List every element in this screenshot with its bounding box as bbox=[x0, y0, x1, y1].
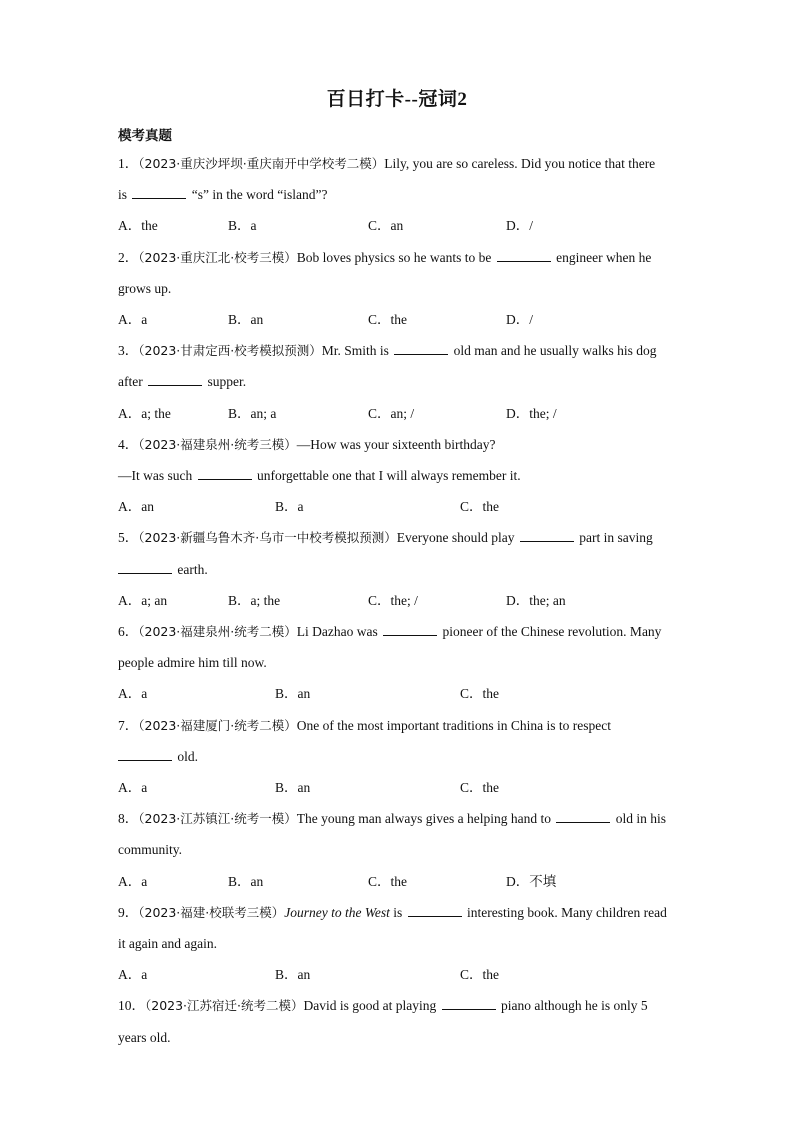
question-number: 8． bbox=[118, 811, 139, 826]
option-b: B．an bbox=[275, 780, 311, 795]
question-text: David is good at playing bbox=[303, 998, 437, 1013]
option-b: B．a bbox=[275, 499, 304, 514]
question-4-line-1 bbox=[118, 436, 495, 454]
question-text: —How was your sixteenth birthday? bbox=[296, 437, 496, 452]
answer-blank bbox=[118, 561, 172, 574]
option-d: D．/ bbox=[506, 312, 533, 327]
section-heading: 模考真题 bbox=[118, 128, 172, 143]
option-c: C．the bbox=[460, 686, 499, 701]
question-number: 10． bbox=[118, 998, 145, 1013]
option-b: B．an bbox=[228, 874, 264, 889]
question-text: is bbox=[393, 905, 403, 920]
question-text: pioneer of the Chinese revolution. Many bbox=[442, 624, 662, 639]
answer-blank bbox=[520, 529, 574, 542]
question-text: Mr. Smith is bbox=[321, 343, 389, 358]
question-text: “s” in the word “island”? bbox=[191, 187, 328, 202]
question-text: interesting book. Many children read bbox=[467, 905, 667, 920]
option-a: A．a; the bbox=[118, 406, 171, 421]
question-text: Lily, you are so careless. Did you notice that there bbox=[384, 156, 656, 171]
question-text: is bbox=[118, 187, 128, 202]
option-c: C．an; / bbox=[368, 406, 415, 421]
question-number: 3． bbox=[118, 343, 139, 358]
question-text: Everyone should play bbox=[396, 530, 515, 545]
option-c: C．the bbox=[368, 312, 407, 327]
answer-blank bbox=[497, 249, 551, 262]
question-1-line-2 bbox=[118, 186, 327, 204]
question-source: （2023·重庆江北·校考三模） bbox=[138, 250, 297, 265]
option-a: A．a bbox=[118, 967, 148, 982]
option-d: D．the; an bbox=[506, 593, 566, 608]
option-a: A．an bbox=[118, 499, 154, 514]
question-text: Bob loves physics so he wants to be bbox=[296, 250, 492, 265]
option-a: A．a bbox=[118, 874, 148, 889]
option-a: A．a bbox=[118, 686, 148, 701]
question-9-line-1 bbox=[118, 904, 667, 922]
question-2-line-2: grows up. bbox=[118, 281, 172, 296]
question-7-line-1 bbox=[118, 717, 611, 735]
option-b: B．a; the bbox=[228, 593, 281, 608]
option-b: B．an bbox=[275, 686, 311, 701]
answer-blank bbox=[132, 186, 186, 199]
option-c: C．the bbox=[460, 780, 499, 795]
question-5-line-1 bbox=[118, 529, 653, 547]
option-c: C．the bbox=[460, 499, 499, 514]
question-text: —It was such bbox=[118, 468, 193, 483]
option-c: C．the bbox=[460, 967, 499, 982]
question-8-line-2: community. bbox=[118, 842, 182, 857]
answer-blank bbox=[556, 810, 610, 823]
answer-blank bbox=[118, 748, 172, 761]
page-title: 百日打卡--冠词2 bbox=[326, 89, 468, 110]
question-5-line-2 bbox=[118, 561, 208, 579]
option-c: C．the; / bbox=[368, 593, 418, 608]
question-10-line-1 bbox=[118, 997, 648, 1015]
option-b: B．an; a bbox=[228, 406, 277, 421]
option-a: A．a bbox=[118, 312, 148, 327]
question-number: 1． bbox=[118, 156, 139, 171]
answer-blank bbox=[148, 373, 202, 386]
answer-blank bbox=[408, 904, 462, 917]
option-d: D．/ bbox=[506, 218, 533, 233]
question-number: 9． bbox=[118, 905, 139, 920]
book-title: Journey to the West bbox=[284, 905, 390, 920]
question-source: （2023·新疆乌鲁木齐·乌市一中校考模拟预测） bbox=[138, 530, 397, 545]
question-text: part in saving bbox=[579, 530, 653, 545]
question-number: 6． bbox=[118, 624, 139, 639]
question-text: Li Dazhao was bbox=[296, 624, 378, 639]
option-b: B．an bbox=[228, 312, 264, 327]
question-source: （2023·福建厦门·统考二模） bbox=[138, 718, 297, 733]
option-c: C．an bbox=[368, 218, 404, 233]
question-2-line-1 bbox=[118, 249, 651, 267]
answer-blank bbox=[442, 997, 496, 1010]
question-4-line-2 bbox=[118, 467, 521, 485]
question-6-line-2: people admire him till now. bbox=[118, 655, 267, 670]
question-text: old in his bbox=[615, 811, 666, 826]
option-a: A．a bbox=[118, 780, 148, 795]
question-number: 4． bbox=[118, 437, 139, 452]
question-1-line-1 bbox=[118, 155, 655, 173]
question-source: （2023·福建泉州·统考三模） bbox=[138, 437, 297, 452]
question-text: supper. bbox=[207, 374, 247, 389]
question-7-line-2 bbox=[118, 748, 198, 766]
question-text: The young man always gives a helping hand to bbox=[296, 811, 551, 826]
question-number: 5． bbox=[118, 530, 139, 545]
question-text: One of the most important traditions in China is to respect bbox=[296, 718, 611, 733]
question-text: earth. bbox=[177, 562, 208, 577]
question-source: （2023·甘肃定西·校考模拟预测） bbox=[138, 343, 322, 358]
question-8-line-1 bbox=[118, 810, 666, 828]
question-10-line-2: years old. bbox=[118, 1030, 171, 1045]
answer-blank bbox=[394, 342, 448, 355]
option-b: B．an bbox=[275, 967, 311, 982]
question-text: unforgettable one that I will always remember it. bbox=[257, 468, 521, 483]
question-text: old man and he usually walks his dog bbox=[453, 343, 657, 358]
option-d: D．不填 bbox=[506, 874, 557, 889]
option-b: B．a bbox=[228, 218, 257, 233]
option-d: D．the; / bbox=[506, 406, 557, 421]
question-source: （2023·重庆沙坪坝·重庆南开中学校考二模） bbox=[138, 156, 385, 171]
question-number: 7． bbox=[118, 718, 139, 733]
question-source: （2023·福建泉州·统考二模） bbox=[138, 624, 297, 639]
answer-blank bbox=[383, 623, 437, 636]
question-text: piano although he is only 5 bbox=[501, 998, 648, 1013]
question-6-line-1 bbox=[118, 623, 661, 641]
question-text: engineer when he bbox=[556, 250, 652, 265]
question-3-line-1 bbox=[118, 342, 657, 360]
question-source: （2023·江苏镇江·统考一模） bbox=[138, 811, 297, 826]
question-text: after bbox=[118, 374, 143, 389]
option-a: A．the bbox=[118, 218, 158, 233]
question-9-line-2: it again and again. bbox=[118, 936, 217, 951]
question-number: 2． bbox=[118, 250, 139, 265]
question-text: old. bbox=[177, 749, 199, 764]
question-source: （2023·福建·校联考三模） bbox=[138, 905, 285, 920]
answer-blank bbox=[198, 467, 252, 480]
question-source: （2023·江苏宿迁·统考二模） bbox=[145, 998, 304, 1013]
option-a: A．a; an bbox=[118, 593, 168, 608]
question-3-line-2 bbox=[118, 373, 246, 391]
option-c: C．the bbox=[368, 874, 407, 889]
